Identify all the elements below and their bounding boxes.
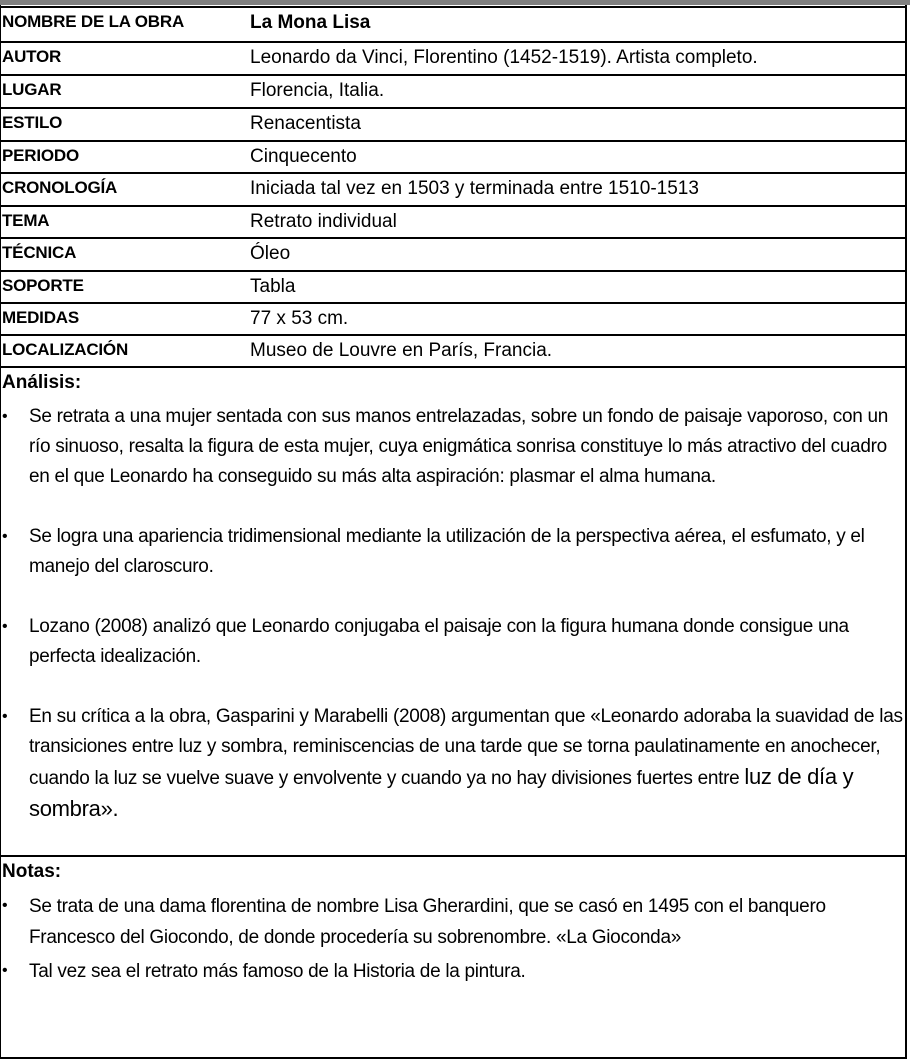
row-value: Retrato individual (250, 211, 397, 232)
notes-item (1, 891, 906, 953)
row-periodo (1, 140, 907, 172)
row-label: LOCALIZACIÓN (2, 340, 129, 359)
row-label: CRONOLOGÍA (2, 178, 118, 197)
notes-item (1, 956, 906, 987)
analysis-item (1, 522, 906, 582)
row-label: AUTOR (2, 47, 62, 66)
analysis-item-emphasis: luz de día y sombra (29, 764, 854, 821)
row-label: ESTILO (2, 113, 63, 132)
notes-section (1, 855, 907, 1057)
row-value: Cinquecento (250, 146, 357, 167)
row-label: TÉCNICA (2, 243, 77, 262)
row-medidas (1, 302, 907, 334)
row-value: Tabla (250, 276, 296, 297)
row-lugar (1, 74, 907, 107)
row-value: 77 x 53 cm. (250, 308, 349, 329)
analysis-heading: Análisis: (2, 372, 82, 393)
bullet-icon: • (2, 408, 8, 425)
row-soporte (1, 270, 907, 302)
artwork-info-sheet (0, 5, 907, 1058)
row-value: Florencia, Italia. (250, 80, 385, 101)
row-estilo (1, 107, 907, 140)
bullet-icon: • (2, 618, 8, 635)
artwork-title: La Mona Lisa (250, 12, 371, 33)
row-value: Óleo (250, 243, 291, 264)
row-label: LUGAR (2, 80, 62, 99)
bullet-icon: • (2, 528, 8, 545)
row-value: Iniciada tal vez en 1503 y terminada entre 1510-1513 (250, 178, 699, 199)
bullet-icon: • (2, 962, 8, 979)
row-localizacion (1, 334, 907, 366)
row-artwork-name (1, 6, 907, 41)
row-cronologia (1, 172, 907, 205)
analysis-item (1, 702, 906, 826)
analysis-item-text: Lozano (2008) analizó que Leonardo conjugaba el paisaje con la figura humana donde consigue una perfecta idealización. (29, 616, 849, 667)
row-label: PERIODO (2, 146, 80, 165)
row-value: Renacentista (250, 113, 361, 134)
analysis-item-tail: ». (100, 796, 119, 821)
analysis-item-text: Se logra una apariencia tridimensional mediante la utilización de la perspectiva aérea, el esfumato, y el manejo del claroscuro. (29, 526, 865, 577)
analysis-item-text: Se retrata a una mujer sentada con sus manos entrelazadas, sobre un fondo de paisaje vaporoso, con un río sinuoso, resalta la figura de esta mujer, cuya enigmática sonrisa constituye lo más atractivo del cuadro en el que Leonardo ha conseguido su más alta aspiración: plasmar el alma humana. (29, 406, 889, 487)
row-label: TEMA (2, 211, 50, 230)
row-value: Museo de Louvre en París, Francia. (250, 340, 553, 361)
analysis-list (1, 402, 906, 826)
analysis-item-text: En su crítica a la obra, Gasparini y Marabelli (2008) argumentan que «Leonardo adoraba la suavidad de las transiciones entre luz y sombra, reminiscencias de una tarde que se torna paulatinamente en anochecer, cuando la luz se vuelve suave y envolvente y cuando ya no hay divisiones fuertes entre (29, 706, 903, 789)
row-value: Leonardo da Vinci, Florentino (1452-1519). Artista completo. (250, 47, 758, 68)
notes-item-text: Tal vez sea el retrato más famoso de la Historia de la pintura. (29, 961, 526, 982)
notes-item-text: Se trata de una dama florentina de nombre Lisa Gherardini, que se casó en 1495 con el banquero Francesco del Giocondo, de donde procedería su sobrenombre. «La Gioconda» (29, 896, 826, 948)
analysis-item (1, 612, 906, 672)
bullet-icon: • (2, 708, 8, 725)
row-autor (1, 41, 907, 74)
notes-list (1, 891, 906, 990)
row-label: MEDIDAS (2, 308, 79, 327)
row-tema (1, 205, 907, 237)
bottom-border (0, 1057, 907, 1059)
row-label: SOPORTE (2, 276, 84, 295)
bullet-icon: • (2, 897, 8, 914)
analysis-item (1, 402, 906, 492)
row-tecnica (1, 237, 907, 270)
notes-heading: Notas: (2, 861, 62, 882)
analysis-section (1, 366, 907, 855)
row-label: NOMBRE DE LA OBRA (2, 12, 185, 31)
